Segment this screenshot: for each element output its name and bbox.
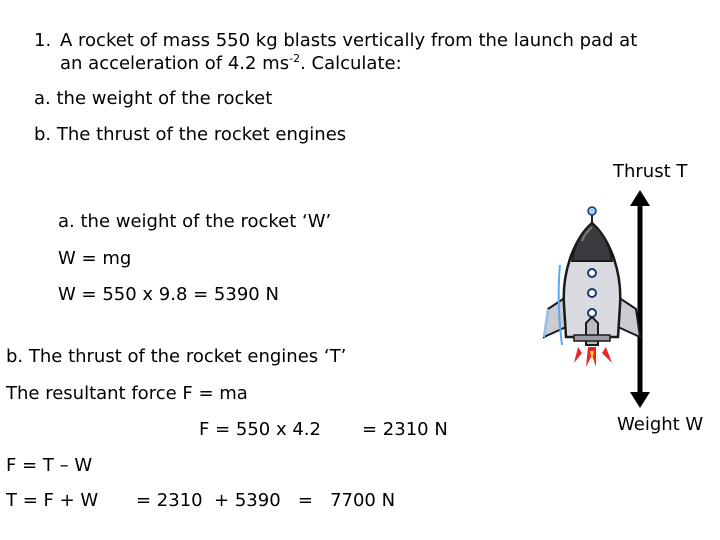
solution-b-heading: b. The thrust of the rocket engines ‘T’ — [6, 346, 347, 367]
question-line-2-end: . Calculate: — [300, 53, 402, 74]
question-line-2-text: an acceleration of 4.2 ms — [60, 53, 290, 74]
rocket-icon — [536, 205, 648, 375]
solution-a-heading: a. the weight of the rocket ‘W’ — [58, 211, 332, 232]
solution-b-calc-right: = 2310 N — [362, 419, 448, 440]
solution-b-resultant: The resultant force F = ma — [6, 383, 248, 404]
question-number: 1. — [34, 30, 52, 51]
solution-b-final-right: = 2310 + 5390 = 7700 N — [136, 490, 396, 511]
solution-b-final-left: T = F + W — [6, 490, 99, 511]
question-line-1: A rocket of mass 550 kg blasts vertically from the launch pad at — [60, 30, 638, 51]
question-line-2 — [60, 53, 402, 75]
question-part-a: a. the weight of the rocket — [34, 88, 273, 109]
solution-b-equation: F = T – W — [6, 455, 93, 476]
solution-a-formula: W = mg — [58, 248, 132, 269]
exponent: -2 — [289, 52, 301, 65]
weight-label: Weight W — [617, 414, 704, 435]
question-part-b: b. The thrust of the rocket engines — [34, 124, 347, 145]
solution-a-calc: W = 550 x 9.8 = 5390 N — [58, 284, 279, 305]
thrust-label: Thrust T — [613, 161, 688, 182]
solution-b-calc-left: F = 550 x 4.2 — [199, 419, 321, 440]
